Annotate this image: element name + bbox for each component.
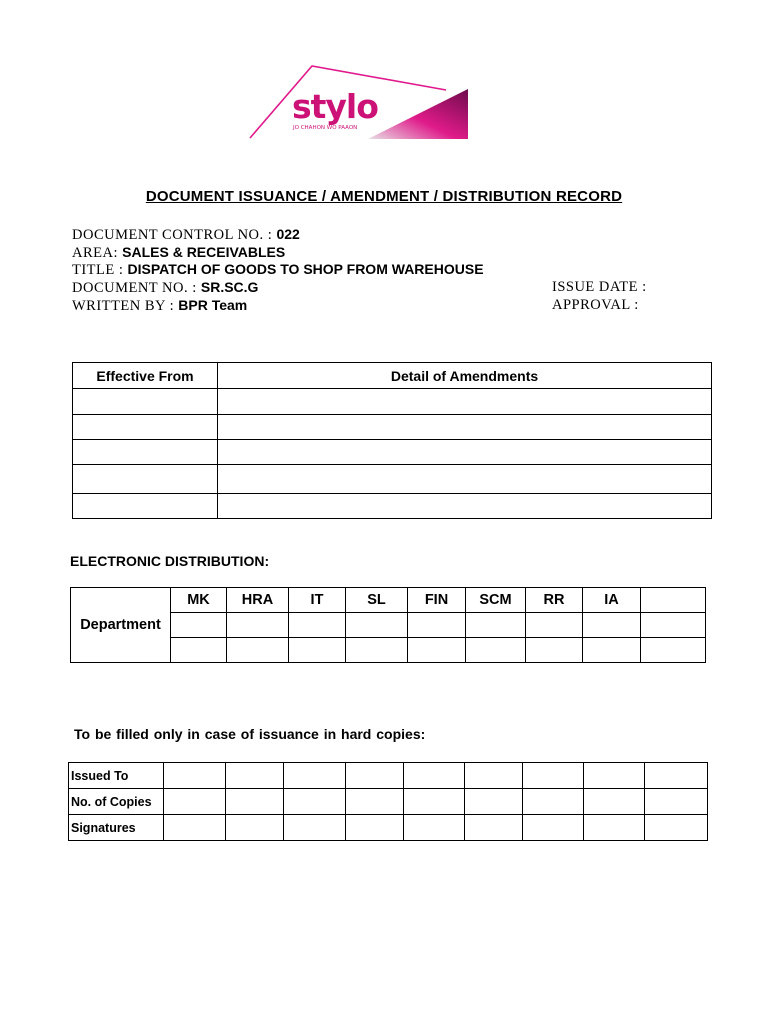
distribution-cell[interactable] — [408, 638, 466, 663]
distribution-cell[interactable] — [583, 638, 641, 663]
no-of-copies-label: No. of Copies — [69, 789, 164, 815]
title-line — [72, 261, 484, 279]
hard-copy-cell[interactable] — [523, 763, 584, 789]
distribution-cell[interactable] — [466, 638, 526, 663]
hard-copy-cell[interactable] — [465, 815, 523, 841]
electronic-distribution-label: ELECTRONIC DISTRIBUTION: — [70, 553, 270, 569]
detail-of-amendments-header: Detail of Amendments — [218, 363, 712, 389]
document-no-line — [72, 279, 258, 297]
signatures-row — [69, 815, 708, 841]
hard-copy-cell[interactable] — [404, 789, 465, 815]
distribution-cell[interactable] — [466, 613, 526, 638]
hard-copy-cell[interactable] — [465, 789, 523, 815]
hard-copy-cell[interactable] — [523, 789, 584, 815]
distribution-cell[interactable] — [289, 613, 346, 638]
distribution-cell[interactable] — [641, 638, 706, 663]
area-value: SALES & RECEIVABLES — [122, 244, 286, 260]
hard-copy-cell[interactable] — [404, 763, 465, 789]
dept-it: IT — [289, 588, 346, 613]
amendment-detail-cell[interactable] — [218, 389, 712, 415]
title-value: DISPATCH OF GOODS TO SHOP FROM WAREHOUSE — [127, 261, 484, 277]
hard-copy-cell[interactable] — [584, 815, 645, 841]
hard-copy-cell[interactable] — [645, 763, 708, 789]
signatures-label: Signatures — [69, 815, 164, 841]
svg-text:JO CHAHON WO PAAON: JO CHAHON WO PAAON — [293, 125, 358, 131]
distribution-cell[interactable] — [346, 613, 408, 638]
amendment-detail-cell[interactable] — [218, 415, 712, 440]
document-title: DOCUMENT ISSUANCE / AMENDMENT / DISTRIBUTION RECORD — [145, 188, 623, 205]
electronic-distribution-table — [70, 587, 706, 663]
approval-line — [552, 297, 639, 314]
hard-copy-cell[interactable] — [584, 763, 645, 789]
dept-mk: MK — [171, 588, 227, 613]
distribution-cell[interactable] — [641, 613, 706, 638]
stylo-logo — [248, 62, 470, 142]
effective-from-header: Effective From — [73, 363, 218, 389]
hard-copy-cell[interactable] — [226, 763, 284, 789]
hard-copy-cell[interactable] — [523, 815, 584, 841]
dept-rr: RR — [526, 588, 583, 613]
stylo-logo-graphic — [248, 62, 470, 142]
distribution-cell[interactable] — [171, 638, 227, 663]
amendments-header-row — [73, 363, 712, 389]
amendments-table — [72, 362, 712, 519]
document-no-label: DOCUMENT NO. : — [72, 280, 201, 296]
issue-date-label: ISSUE DATE : — [552, 279, 647, 295]
hard-copy-cell[interactable] — [645, 789, 708, 815]
written-by-label: WRITTEN BY : — [72, 298, 179, 314]
hard-copy-cell[interactable] — [164, 815, 226, 841]
amendment-detail-cell[interactable] — [218, 465, 712, 494]
dept-ia: IA — [583, 588, 641, 613]
dept-blank — [641, 588, 706, 613]
distribution-cell[interactable] — [289, 638, 346, 663]
amendment-detail-cell[interactable] — [218, 494, 712, 519]
hard-copy-cell[interactable] — [284, 763, 346, 789]
svg-text:stylo: stylo — [292, 87, 378, 126]
table-row — [73, 465, 712, 494]
hard-copy-cell[interactable] — [645, 815, 708, 841]
no-of-copies-row — [69, 789, 708, 815]
written-by-value: BPR Team — [178, 297, 248, 313]
department-label: Department — [71, 588, 171, 663]
hard-copy-cell[interactable] — [226, 815, 284, 841]
distribution-cell[interactable] — [346, 638, 408, 663]
table-row — [73, 494, 712, 519]
issue-date-line — [552, 279, 647, 296]
hard-copy-cell[interactable] — [284, 789, 346, 815]
amendment-detail-cell[interactable] — [218, 440, 712, 465]
distribution-cell[interactable] — [526, 638, 583, 663]
hard-copy-cell[interactable] — [164, 789, 226, 815]
effective-from-cell[interactable] — [73, 389, 218, 415]
effective-from-cell[interactable] — [73, 415, 218, 440]
hard-copies-label: To be filled only in case of issuance in hard copies: — [74, 726, 426, 742]
hard-copy-cell[interactable] — [346, 815, 404, 841]
hard-copy-cell[interactable] — [284, 815, 346, 841]
hard-copy-cell[interactable] — [346, 789, 404, 815]
dept-scm: SCM — [466, 588, 526, 613]
issued-to-row — [69, 763, 708, 789]
hard-copy-cell[interactable] — [584, 789, 645, 815]
area-line — [72, 244, 285, 262]
written-by-line — [72, 297, 247, 315]
distribution-cell[interactable] — [408, 613, 466, 638]
dept-hra: HRA — [227, 588, 289, 613]
distribution-cell[interactable] — [227, 638, 289, 663]
distribution-cell[interactable] — [583, 613, 641, 638]
approval-label: APPROVAL : — [552, 297, 639, 313]
department-codes-row — [71, 588, 706, 613]
hard-copies-table — [68, 762, 708, 841]
control-no-value: 022 — [276, 226, 300, 242]
hard-copy-cell[interactable] — [465, 763, 523, 789]
area-label: AREA: — [72, 245, 123, 261]
dept-sl: SL — [346, 588, 408, 613]
distribution-cell[interactable] — [171, 613, 227, 638]
effective-from-cell[interactable] — [73, 494, 218, 519]
distribution-cell[interactable] — [526, 613, 583, 638]
dept-fin: FIN — [408, 588, 466, 613]
table-row — [73, 415, 712, 440]
effective-from-cell[interactable] — [73, 465, 218, 494]
document-no-value: SR.SC.G — [200, 279, 259, 295]
issued-to-label: Issued To — [69, 763, 164, 789]
control-no-label: DOCUMENT CONTROL NO. : — [72, 227, 277, 243]
title-label: TITLE : — [72, 262, 128, 278]
control-no-line — [72, 226, 300, 244]
hard-copy-cell[interactable] — [164, 763, 226, 789]
hard-copy-cell[interactable] — [226, 789, 284, 815]
distribution-cell[interactable] — [227, 613, 289, 638]
hard-copy-cell[interactable] — [346, 763, 404, 789]
effective-from-cell[interactable] — [73, 440, 218, 465]
hard-copy-cell[interactable] — [404, 815, 465, 841]
table-row — [73, 440, 712, 465]
table-row — [73, 389, 712, 415]
